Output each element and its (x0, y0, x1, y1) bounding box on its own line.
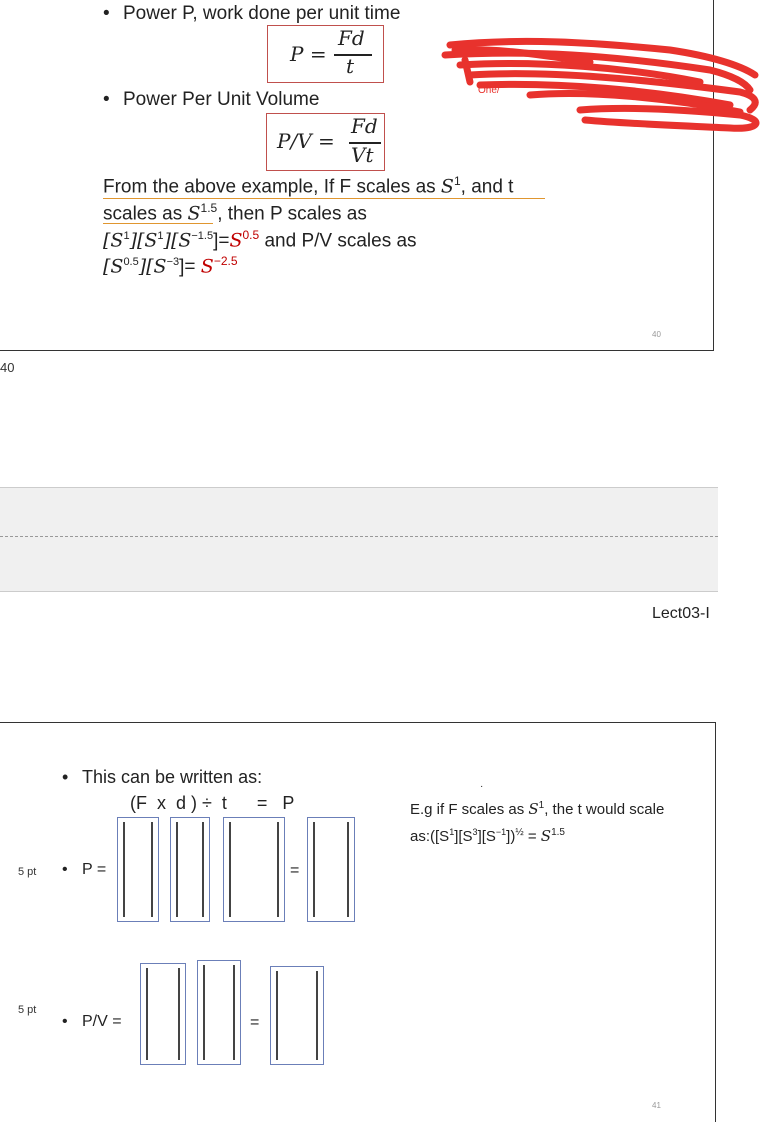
eg-line-2: $as:([S^1][S^3][S^{-1}])^{\frac{1}{2}} = S^{1.5}$ (410, 827, 565, 845)
page-label-40: 40 (0, 360, 15, 375)
svg-text:One/: One/ (478, 85, 500, 96)
p-box-p[interactable] (307, 817, 355, 922)
expression-fd-t-p: (F x d ) ÷ t = P (130, 793, 295, 813)
p-row-label: • P = (62, 861, 107, 878)
bullet-written-as: • This can be written as: (62, 767, 263, 787)
points-label-2: 5 pt (18, 1004, 37, 1016)
slide-41 (0, 722, 716, 1122)
notes-band (0, 487, 718, 592)
red-scribble-annotation (410, 20, 767, 135)
example-line-2: scales as $S^{1.5}$, then P scales as (103, 201, 367, 225)
slide-number-40: 40 (652, 330, 661, 339)
formula-power-lhs: P = (290, 42, 327, 66)
formula-pv-numerator: Fd (351, 114, 378, 138)
bullet-power: • Power P, work done per unit time (103, 3, 401, 24)
dashed-divider (0, 536, 718, 537)
dot-mark: · (480, 781, 484, 792)
pv-box-3[interactable] (270, 966, 324, 1065)
bullet-power-volume-text: Power Per Unit Volume (123, 89, 320, 110)
points-label-1: 5 pt (18, 866, 37, 878)
example-line-4: $[S^{0.5}][S^{-3}]= S^{-2.5}$ (103, 254, 238, 278)
eg-line-1: E.g if F scales as $S^1$, the t would scale (410, 800, 665, 818)
p-row-equals: = (290, 862, 300, 879)
example-line-1: From the above example, If F scales as $S^1$, and t (103, 174, 514, 198)
bullet-power-volume: • Power Per Unit Volume (103, 89, 320, 110)
formula-power-numerator: Fd (338, 26, 365, 50)
pv-box-2[interactable] (197, 960, 241, 1065)
p-box-f[interactable] (117, 817, 159, 922)
formula-pv-box (266, 113, 385, 171)
p-box-t[interactable] (223, 817, 285, 922)
formula-power-denominator: t (346, 54, 355, 78)
lecture-header-label: Lect03-I (652, 605, 710, 622)
bullet-power-text: Power P, work done per unit time (123, 3, 401, 24)
p-box-d[interactable] (170, 817, 210, 922)
pv-box-1[interactable] (140, 963, 186, 1065)
example-underline-2 (103, 223, 213, 224)
pv-row-equals: = (250, 1014, 260, 1031)
example-line-3: $[S^1][S^1][S^{-1.5}]=S^{0.5}$ and P/V scales as (103, 228, 417, 252)
formula-pv-lhs: P/V = (277, 129, 335, 153)
formula-power-box (267, 25, 384, 83)
slide-number-41: 41 (652, 1101, 661, 1110)
formula-pv-denominator: Vt (351, 143, 374, 167)
slide-40 (0, 0, 714, 351)
example-underline (103, 198, 545, 199)
pv-row-label: • P/V = (62, 1013, 122, 1030)
